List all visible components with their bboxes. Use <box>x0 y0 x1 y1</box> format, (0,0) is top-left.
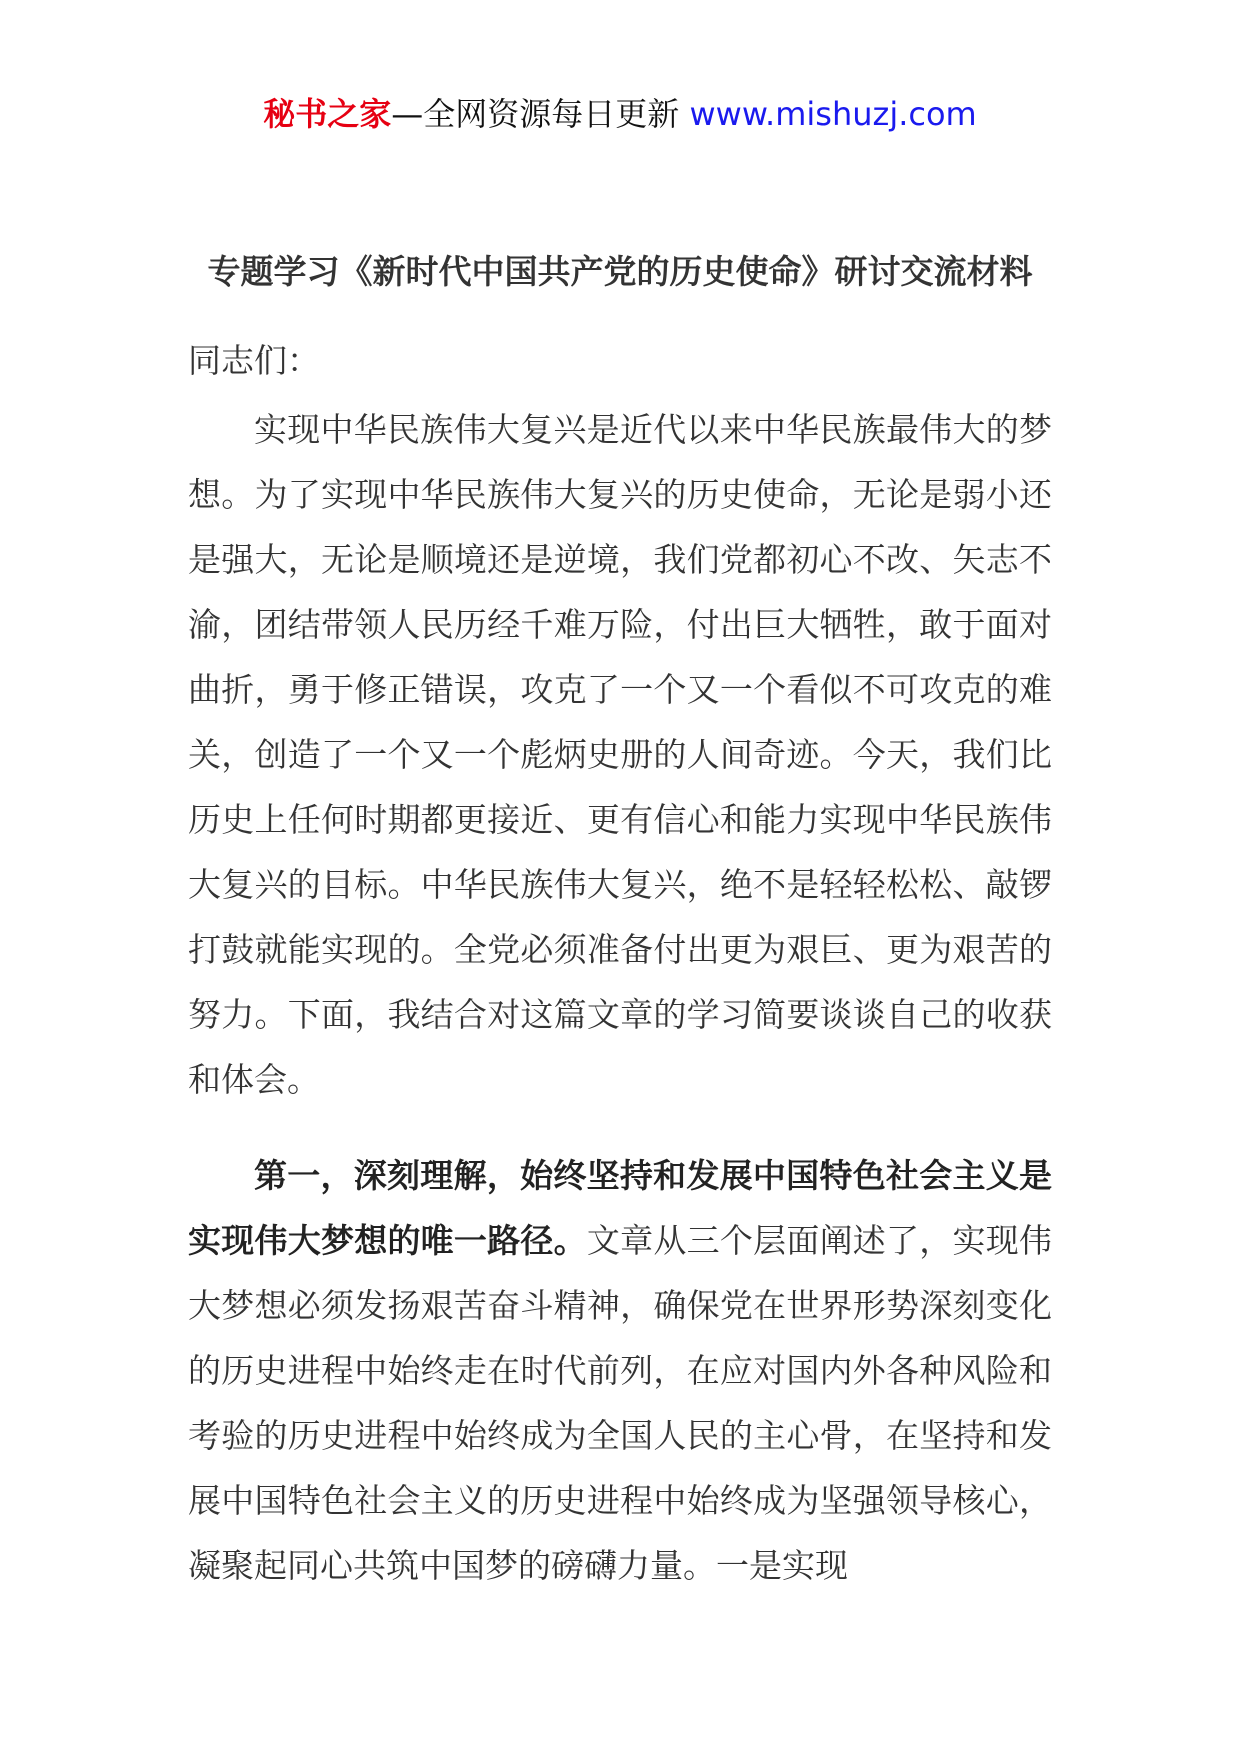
paragraph-first-point <box>188 1143 1052 1598</box>
document-title: 专题学习《新时代中国共产党的历史使命》研讨交流材料 <box>207 252 1033 291</box>
site-header <box>0 94 1240 134</box>
site-url-link[interactable]: www.mishuzj.com <box>689 95 977 133</box>
paragraph-intro: 实现中华民族伟大复兴是近代以来中华民族最伟大的梦想。为了实现中华民族伟大复兴的历史使命，无论是弱小还是强大，无论是顺境还是逆境，我们党都初心不改、矢志不渝，团结带领人民历经千难万险，付出巨大牺牲，敢于面对曲折，勇于修正错误，攻克了一个又一个看似不可攻克的难关，创造了一个又一个彪炳史册的人间奇迹。今天，我们比历史上任何时期都更接近、更有信心和能力实现中华民族伟大复兴的目标。中华民族伟大复兴，绝不是轻轻松松、敲锣打鼓就能实现的。全党必须准备付出更为艰巨、更为艰苦的努力。下面，我结合对这篇文章的学习简要谈谈自己的收获和体会。 <box>188 410 1052 1099</box>
salutation: 同志们： <box>188 341 320 380</box>
document-body <box>188 328 1052 1598</box>
brand-name: 秘书之家 <box>263 95 392 133</box>
paragraph-lead-heading: 第一，深刻理解，始终坚持和发展中国特色社会主义是实现伟大梦想的唯一路径。 <box>188 1156 1052 1260</box>
header-slogan: —全网资源每日更新 <box>391 95 690 133</box>
paragraph-first-point-body: 文章从三个层面阐述了，实现伟大梦想必须发扬艰苦奋斗精神，确保党在世界形势深刻变化的历史进程中始终走在时代前列，在应对国内外各种风险和考验的历史进程中始终成为全国人民的主心骨，在坚持和发展中国特色社会主义的历史进程中始终成为坚强领导核心，凝聚起同心共筑中国梦的磅礴力量。一是实现 <box>188 1221 1053 1585</box>
